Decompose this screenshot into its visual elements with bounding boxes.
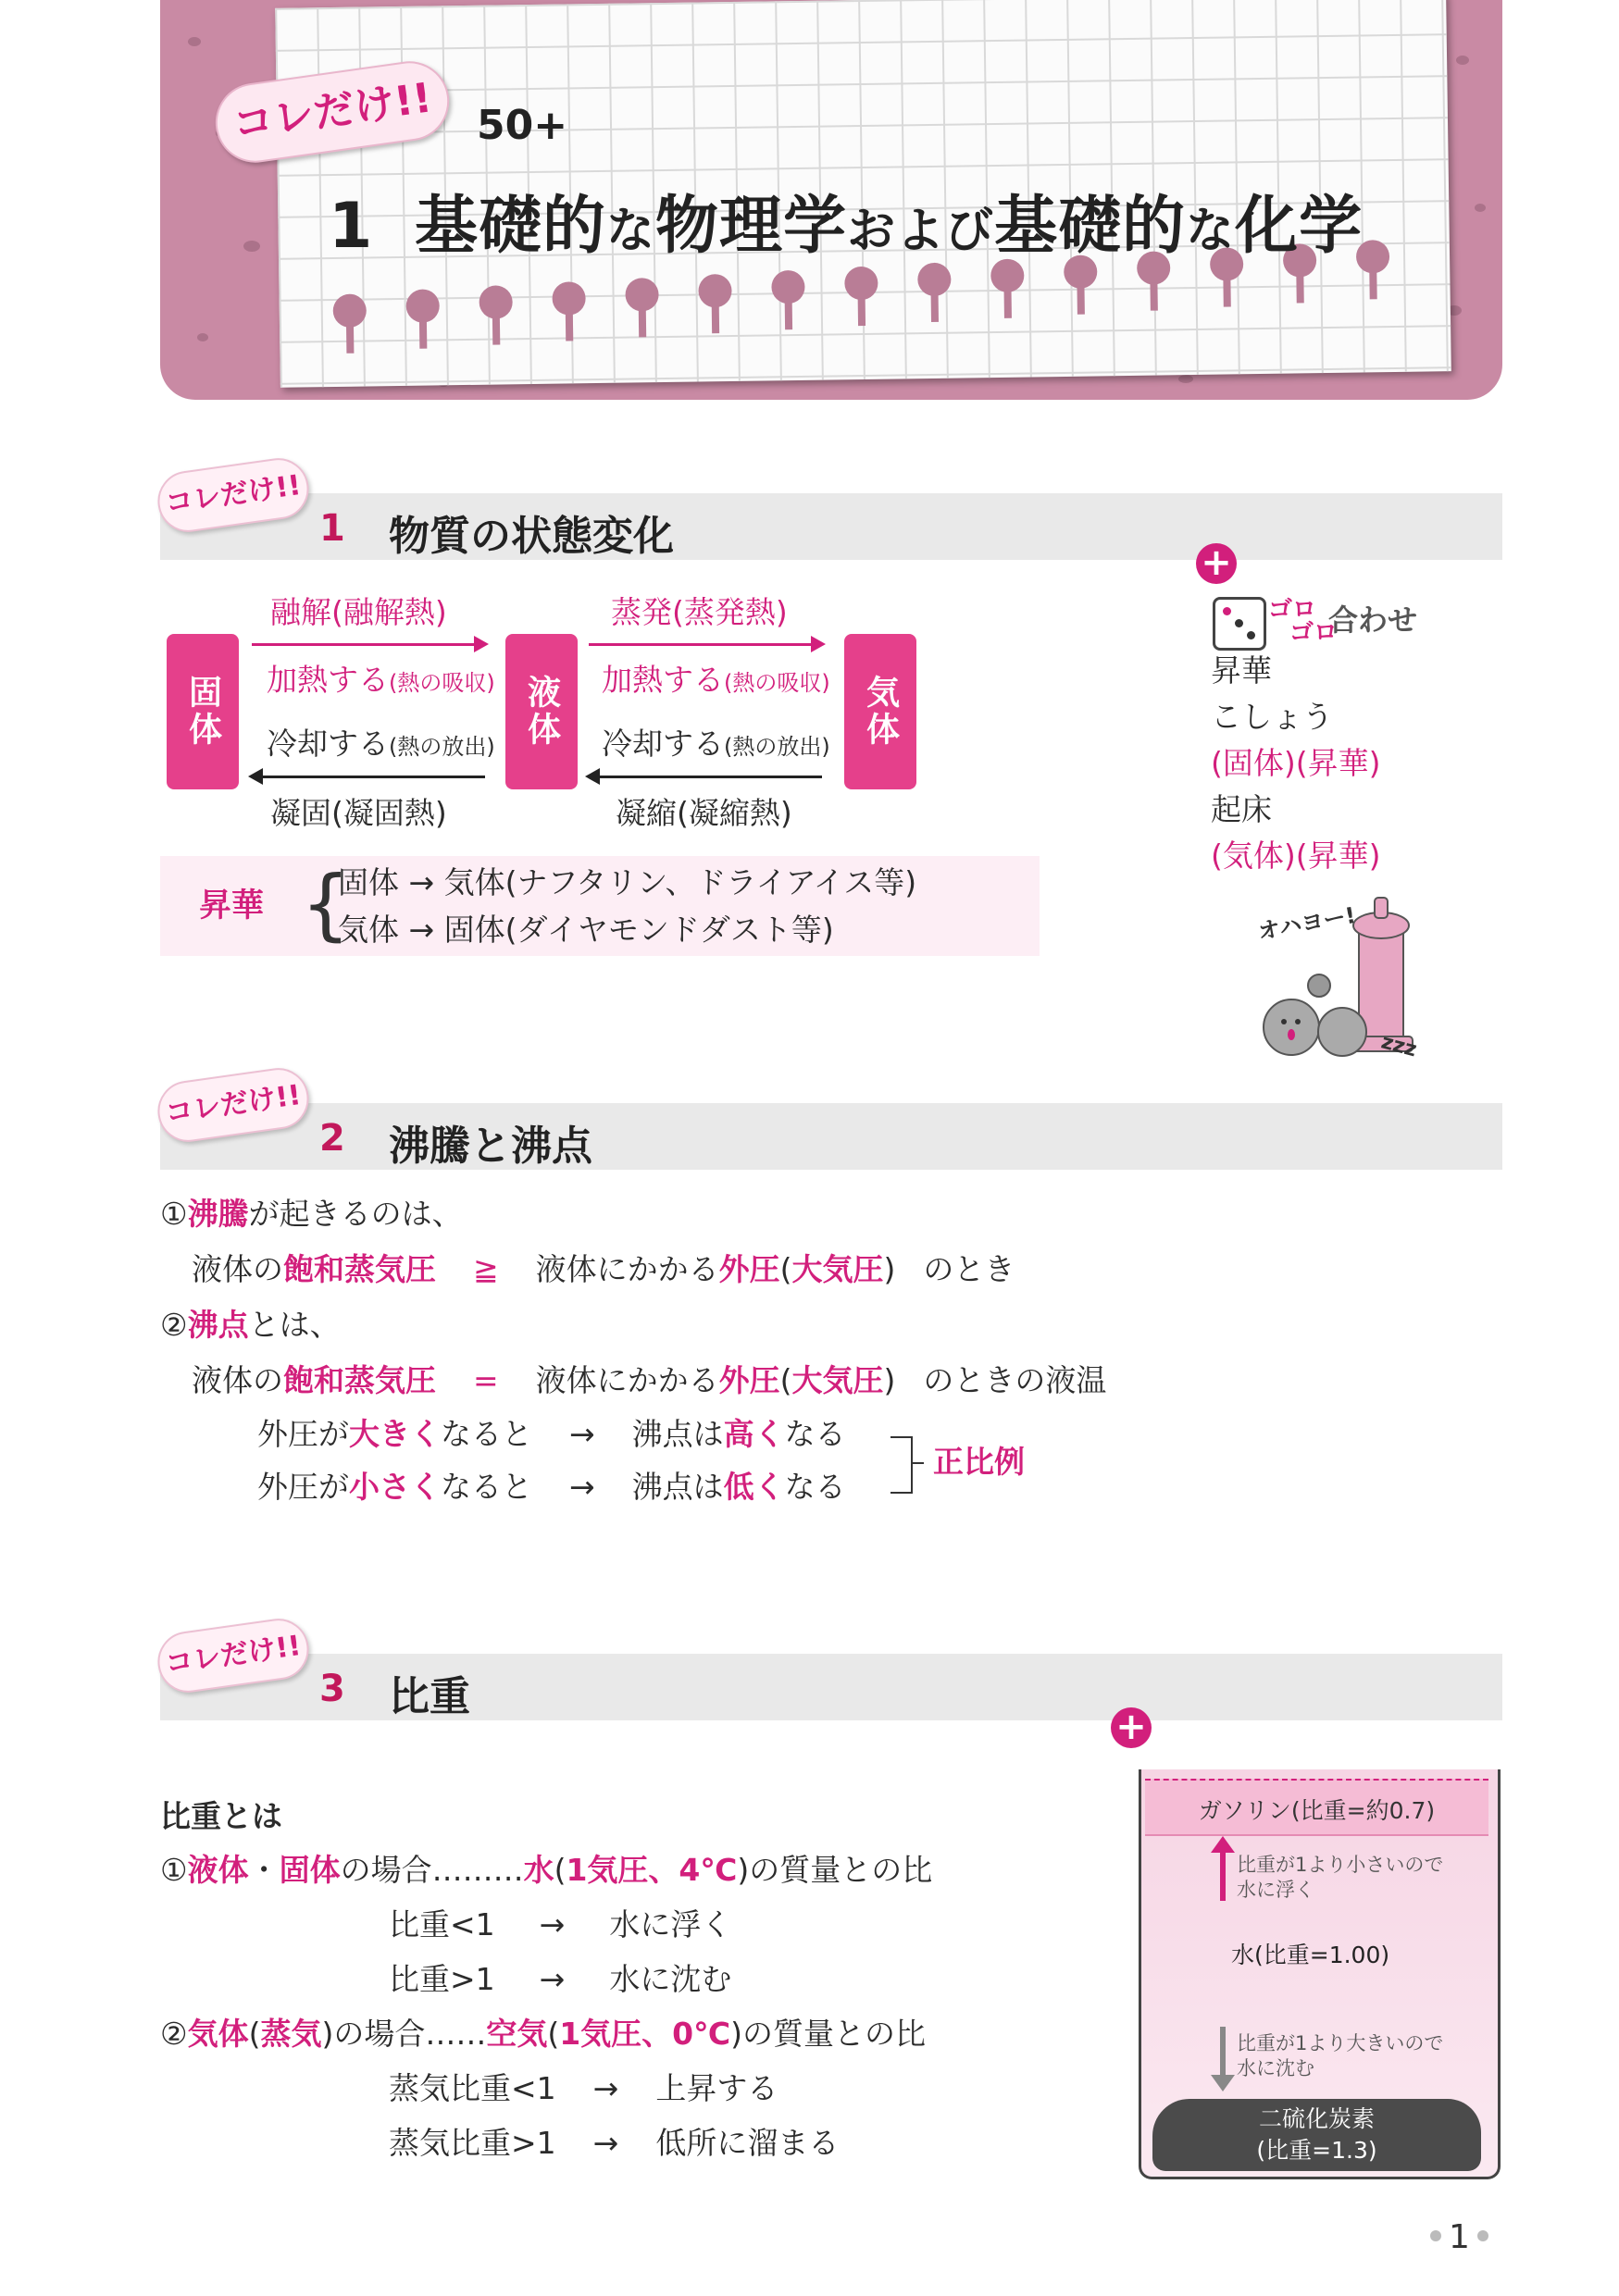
paren: ( [554,1852,567,1888]
term: 沸騰 [187,1196,249,1232]
evaporation-arrow [589,643,822,646]
term: 飽和蒸気圧 [283,1362,436,1398]
term: 1気圧、0℃ [559,2016,731,2052]
term: 沸点 [187,1307,249,1343]
up-arrow-shaft [1220,1849,1226,1901]
term: 水 [523,1852,554,1888]
carbon-disulfide-label [1152,2104,1481,2166]
term: 小さく [349,1469,441,1505]
liquid-solid-row [160,1852,933,1888]
goro-label-2: ゴロ [1289,619,1339,647]
cool-label: 冷却する [602,726,724,762]
text: 液体の [192,1251,283,1287]
term: 空気 [486,2016,548,2052]
term: 蒸気 [260,2016,322,2052]
text: 液体にかかる [535,1362,719,1398]
marker: ① [160,1196,188,1232]
chapter-title [329,176,1363,266]
section-2-number: 2 [319,1117,345,1160]
melting-arrow [252,643,485,646]
text: 比重<1 [389,1906,495,1942]
section-2-title: 沸騰と沸点 [389,1123,592,1170]
text: 低所に溜まる [655,2125,840,2161]
gas-vapor-row [160,2016,926,2052]
section-3-badge: コレだけ!! [154,1615,313,1696]
chapter-number: 1 [329,190,374,263]
gasoline-label: ガソリン(比重=約0.7) [1198,1797,1436,1824]
text: 蒸気比重>1 [389,2125,556,2161]
section-1-title: 物質の状態変化 [389,513,674,560]
awase-label: 合わせ [1328,602,1418,638]
specific-gravity-heading: 比重とは [160,1798,282,1834]
title-part: な [1186,204,1236,259]
boiling-line-2 [192,1251,1015,1287]
heat-label: 加熱する [602,662,724,698]
text: 蒸気比重<1 [389,2070,556,2106]
term: 固体 [279,1852,341,1888]
paren: ( [248,2016,261,2052]
section-3-number: 3 [319,1668,345,1710]
plus-icon: + [1196,543,1237,584]
text: 水に沈む [609,1961,732,1997]
term: 飽和蒸気圧 [283,1251,436,1287]
boiling-line-4 [192,1362,1107,1398]
title-part: な [606,204,656,259]
paren: ) [883,1362,896,1398]
marker: ① [160,1852,188,1888]
arrow: → [569,1469,595,1505]
bracket-tick [911,1462,924,1464]
proportional-label: 正比例 [933,1444,1025,1480]
float-row [389,1906,732,1942]
settle-row [389,2125,840,2161]
paren: ) [321,2016,334,2052]
sublimation-label: 昇華 [199,887,265,925]
sublimation-line-2: 気体 → 固体(ダイヤモンドダスト等) [338,912,834,948]
term: 大気圧 [791,1362,884,1398]
condensation-label: 凝縮(凝縮熱) [616,795,792,831]
section-1-badge: コレだけ!! [154,454,313,536]
goro-line-5: (気体)(昇華) [1211,838,1381,874]
arrow: → [592,2125,619,2161]
freezing-label: 凝固(凝固熱) [270,795,447,831]
water-label: 水(比重=1.00) [1231,1942,1390,1968]
text: 外圧が [257,1416,349,1452]
text: 比重>1 [389,1961,495,1997]
dice-icon [1213,597,1266,651]
float-note-line: 水に浮く [1237,1879,1314,1902]
title-part: および [847,204,995,259]
paren: ( [779,1362,792,1398]
cs2-line: 二硫化炭素 [1258,2105,1375,2132]
term: 1気圧、4℃ [566,1852,738,1888]
text: なると [441,1416,532,1452]
goro-line-2: こしょう [1211,699,1333,735]
goro-line-4: 起床 [1211,791,1272,827]
ohayo-bubble: オハヨー! [1255,901,1358,945]
cs2-line: (比重=1.3) [1256,2136,1377,2164]
rise-row [389,2070,778,2106]
page-dot-right [1477,2230,1488,2241]
arrow: → [569,1416,595,1452]
arrow: → [539,1961,566,1997]
title-part: 基礎的 [994,190,1187,263]
text: の場合…… [333,2016,487,2052]
goro-label-1: ゴロ [1268,596,1317,624]
condensation-arrow [589,776,822,778]
text: )の質量との比 [737,1852,933,1888]
boiling-line-1 [160,1196,463,1232]
term: 低く [723,1469,785,1505]
text: 液体の [192,1362,283,1398]
section-2-bar [160,1103,1502,1170]
liquid-box: 液体 [505,634,578,789]
text: 水に浮く [609,1906,732,1942]
goro-line-3: (固体)(昇華) [1211,745,1381,781]
term: 外圧 [718,1362,780,1398]
heat-left [267,662,495,698]
text: なると [441,1469,532,1505]
float-note-line: 比重が1より小さいので [1237,1854,1444,1876]
text: 上昇する [655,2070,778,2106]
sink-row [389,1961,732,1997]
title-part: 基礎的 [415,190,607,263]
text: のときの液温 [923,1362,1107,1398]
term: 液体 [187,1852,249,1888]
freezing-arrow [252,776,485,778]
section-1-bar [160,493,1502,560]
bracket [890,1436,913,1494]
term: 外圧 [718,1251,780,1287]
solid-box: 固体 [167,634,239,789]
arrow: → [539,1906,566,1942]
term: 大きく [349,1416,441,1452]
term: 大気圧 [791,1251,884,1287]
brace: { [301,859,351,949]
kore-dake-badge: コレだけ!! [210,56,454,168]
cool-left [267,726,495,762]
heat-label: 加熱する [267,662,389,698]
page-number: 1 [1449,2218,1470,2256]
term: 気体 [187,2016,249,2052]
gas-box: 気体 [844,634,916,789]
text: 沸点は [631,1469,724,1505]
term: 高く [723,1416,785,1452]
marker: ② [160,2016,188,2052]
symbol: ≧ [473,1251,499,1287]
section-3-bar [160,1654,1502,1720]
page-dot-left [1430,2230,1441,2241]
plus-icon: + [1111,1707,1152,1748]
down-arrow-head [1211,2075,1235,2091]
down-arrow-shaft [1220,2027,1226,2077]
title-part: 物理学 [655,190,848,263]
goro-line-1: 昇華 [1211,652,1272,689]
cool-right [602,726,830,762]
text: の場合……… [340,1852,524,1888]
title-part: 化学 [1235,190,1364,263]
paren: ( [547,2016,560,2052]
symbol: = [473,1362,499,1398]
pressure-low-line [257,1469,846,1505]
text: )の質量との比 [730,2016,926,2052]
cool-label: 冷却する [267,726,389,762]
melting-label: 融解(融解熱) [270,594,447,630]
section-1-number: 1 [319,507,345,550]
boiling-line-3 [160,1307,341,1343]
sink-note-line: 比重が1より大きいので [1237,2032,1444,2054]
section-3-title: 比重 [389,1673,470,1720]
pressure-high-line [257,1416,846,1452]
evaporation-label: 蒸発(蒸発熱) [611,594,788,630]
sublimation-line-1: 固体 → 気体(ナフタリン、ドライアイス等) [338,864,917,900]
sink-note-line: 水に沈む [1237,2057,1314,2080]
sink-note [1237,2031,1443,2082]
paren: ) [883,1251,896,1287]
heat-right [602,662,830,698]
marker: ② [160,1307,188,1343]
cool-note: (熱の放出) [389,734,495,760]
cool-note: (熱の放出) [724,734,830,760]
text: 外圧が [257,1469,349,1505]
arrow: → [592,2070,619,2106]
text: なる [784,1469,846,1505]
text: とは、 [248,1307,341,1343]
up-arrow-head [1211,1836,1235,1853]
item-count-label: 50+ [477,102,568,149]
paren: ( [779,1251,792,1287]
text: が起きるのは、 [248,1196,463,1232]
heat-note: (熱の吸収) [724,670,830,696]
heat-note: (熱の吸収) [389,670,495,696]
text: 液体にかかる [535,1251,719,1287]
text: のとき [923,1251,1015,1287]
text: なる [784,1416,846,1452]
float-note [1237,1853,1443,1904]
section-2-badge: コレだけ!! [154,1064,313,1146]
zzz-text: zzz [1378,1030,1420,1062]
dot: ・ [248,1852,280,1888]
text: 沸点は [631,1416,724,1452]
